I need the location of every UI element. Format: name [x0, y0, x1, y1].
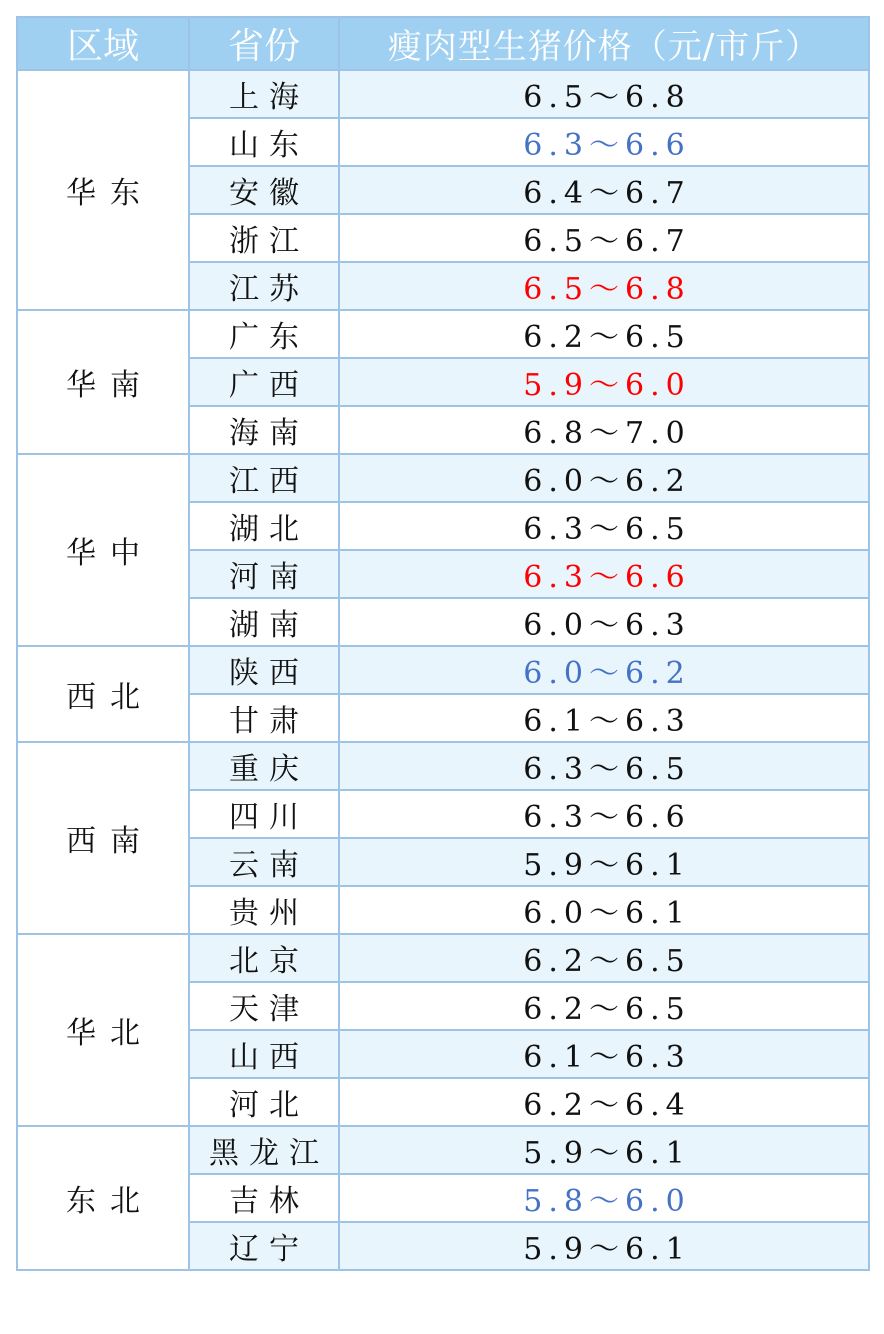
price-cell: 6.3～6.6: [339, 790, 869, 838]
province-cell: 湖南: [189, 598, 339, 646]
province-cell: 山东: [189, 118, 339, 166]
province-cell: 广东: [189, 310, 339, 358]
price-cell: 6.0～6.2: [339, 646, 869, 694]
price-cell: 5.9～6.1: [339, 838, 869, 886]
table-header: [17, 17, 869, 70]
price-cell: 6.5～6.8: [339, 70, 869, 118]
price-cell: 6.3～6.6: [339, 550, 869, 598]
price-cell: 6.2～6.4: [339, 1078, 869, 1126]
province-cell: 陕西: [189, 646, 339, 694]
province-cell: 江苏: [189, 262, 339, 310]
province-cell: 广西: [189, 358, 339, 406]
price-cell: 6.8～7.0: [339, 406, 869, 454]
region-cell: 华北: [17, 934, 189, 1126]
price-cell: 6.4～6.7: [339, 166, 869, 214]
price-cell: 6.0～6.3: [339, 598, 869, 646]
price-cell: 6.3～6.5: [339, 742, 869, 790]
pig-price-table: [16, 16, 870, 1271]
table-row: [17, 1126, 869, 1174]
province-cell: 河北: [189, 1078, 339, 1126]
province-cell: 吉林: [189, 1174, 339, 1222]
province-cell: 山西: [189, 1030, 339, 1078]
province-cell: 浙江: [189, 214, 339, 262]
province-cell: 四川: [189, 790, 339, 838]
province-cell: 河南: [189, 550, 339, 598]
price-cell: 6.0～6.1: [339, 886, 869, 934]
header-price: 瘦肉型生猪价格（元/市斤）: [339, 17, 869, 70]
price-cell: 6.3～6.5: [339, 502, 869, 550]
province-cell: 海南: [189, 406, 339, 454]
province-cell: 上海: [189, 70, 339, 118]
price-cell: 5.9～6.1: [339, 1126, 869, 1174]
region-cell: 华南: [17, 310, 189, 454]
price-cell: 6.2～6.5: [339, 982, 869, 1030]
price-cell: 6.2～6.5: [339, 310, 869, 358]
table-row: [17, 934, 869, 982]
province-cell: 云南: [189, 838, 339, 886]
price-cell: 5.9～6.0: [339, 358, 869, 406]
province-cell: 黑龙江: [189, 1126, 339, 1174]
header-region: 区域: [17, 17, 189, 70]
price-cell: 6.5～6.7: [339, 214, 869, 262]
province-cell: 辽宁: [189, 1222, 339, 1270]
table-body: [17, 70, 869, 1270]
province-cell: 江西: [189, 454, 339, 502]
province-cell: 甘肃: [189, 694, 339, 742]
header-row: [17, 17, 869, 70]
price-cell: 6.0～6.2: [339, 454, 869, 502]
price-cell: 5.9～6.1: [339, 1222, 869, 1270]
region-cell: 华中: [17, 454, 189, 646]
region-cell: 西北: [17, 646, 189, 742]
table-row: [17, 646, 869, 694]
province-cell: 天津: [189, 982, 339, 1030]
region-cell: 东北: [17, 1126, 189, 1270]
region-cell: 华东: [17, 70, 189, 310]
province-cell: 湖北: [189, 502, 339, 550]
table-row: [17, 454, 869, 502]
province-cell: 重庆: [189, 742, 339, 790]
table-row: [17, 70, 869, 118]
price-cell: 6.1～6.3: [339, 1030, 869, 1078]
table-row: [17, 310, 869, 358]
price-cell: 6.1～6.3: [339, 694, 869, 742]
province-cell: 贵州: [189, 886, 339, 934]
price-cell: 6.5～6.8: [339, 262, 869, 310]
price-cell: 6.2～6.5: [339, 934, 869, 982]
price-cell: 6.3～6.6: [339, 118, 869, 166]
table-row: [17, 742, 869, 790]
region-cell: 西南: [17, 742, 189, 934]
province-cell: 安徽: [189, 166, 339, 214]
price-cell: 5.8～6.0: [339, 1174, 869, 1222]
province-cell: 北京: [189, 934, 339, 982]
header-province: 省份: [189, 17, 339, 70]
